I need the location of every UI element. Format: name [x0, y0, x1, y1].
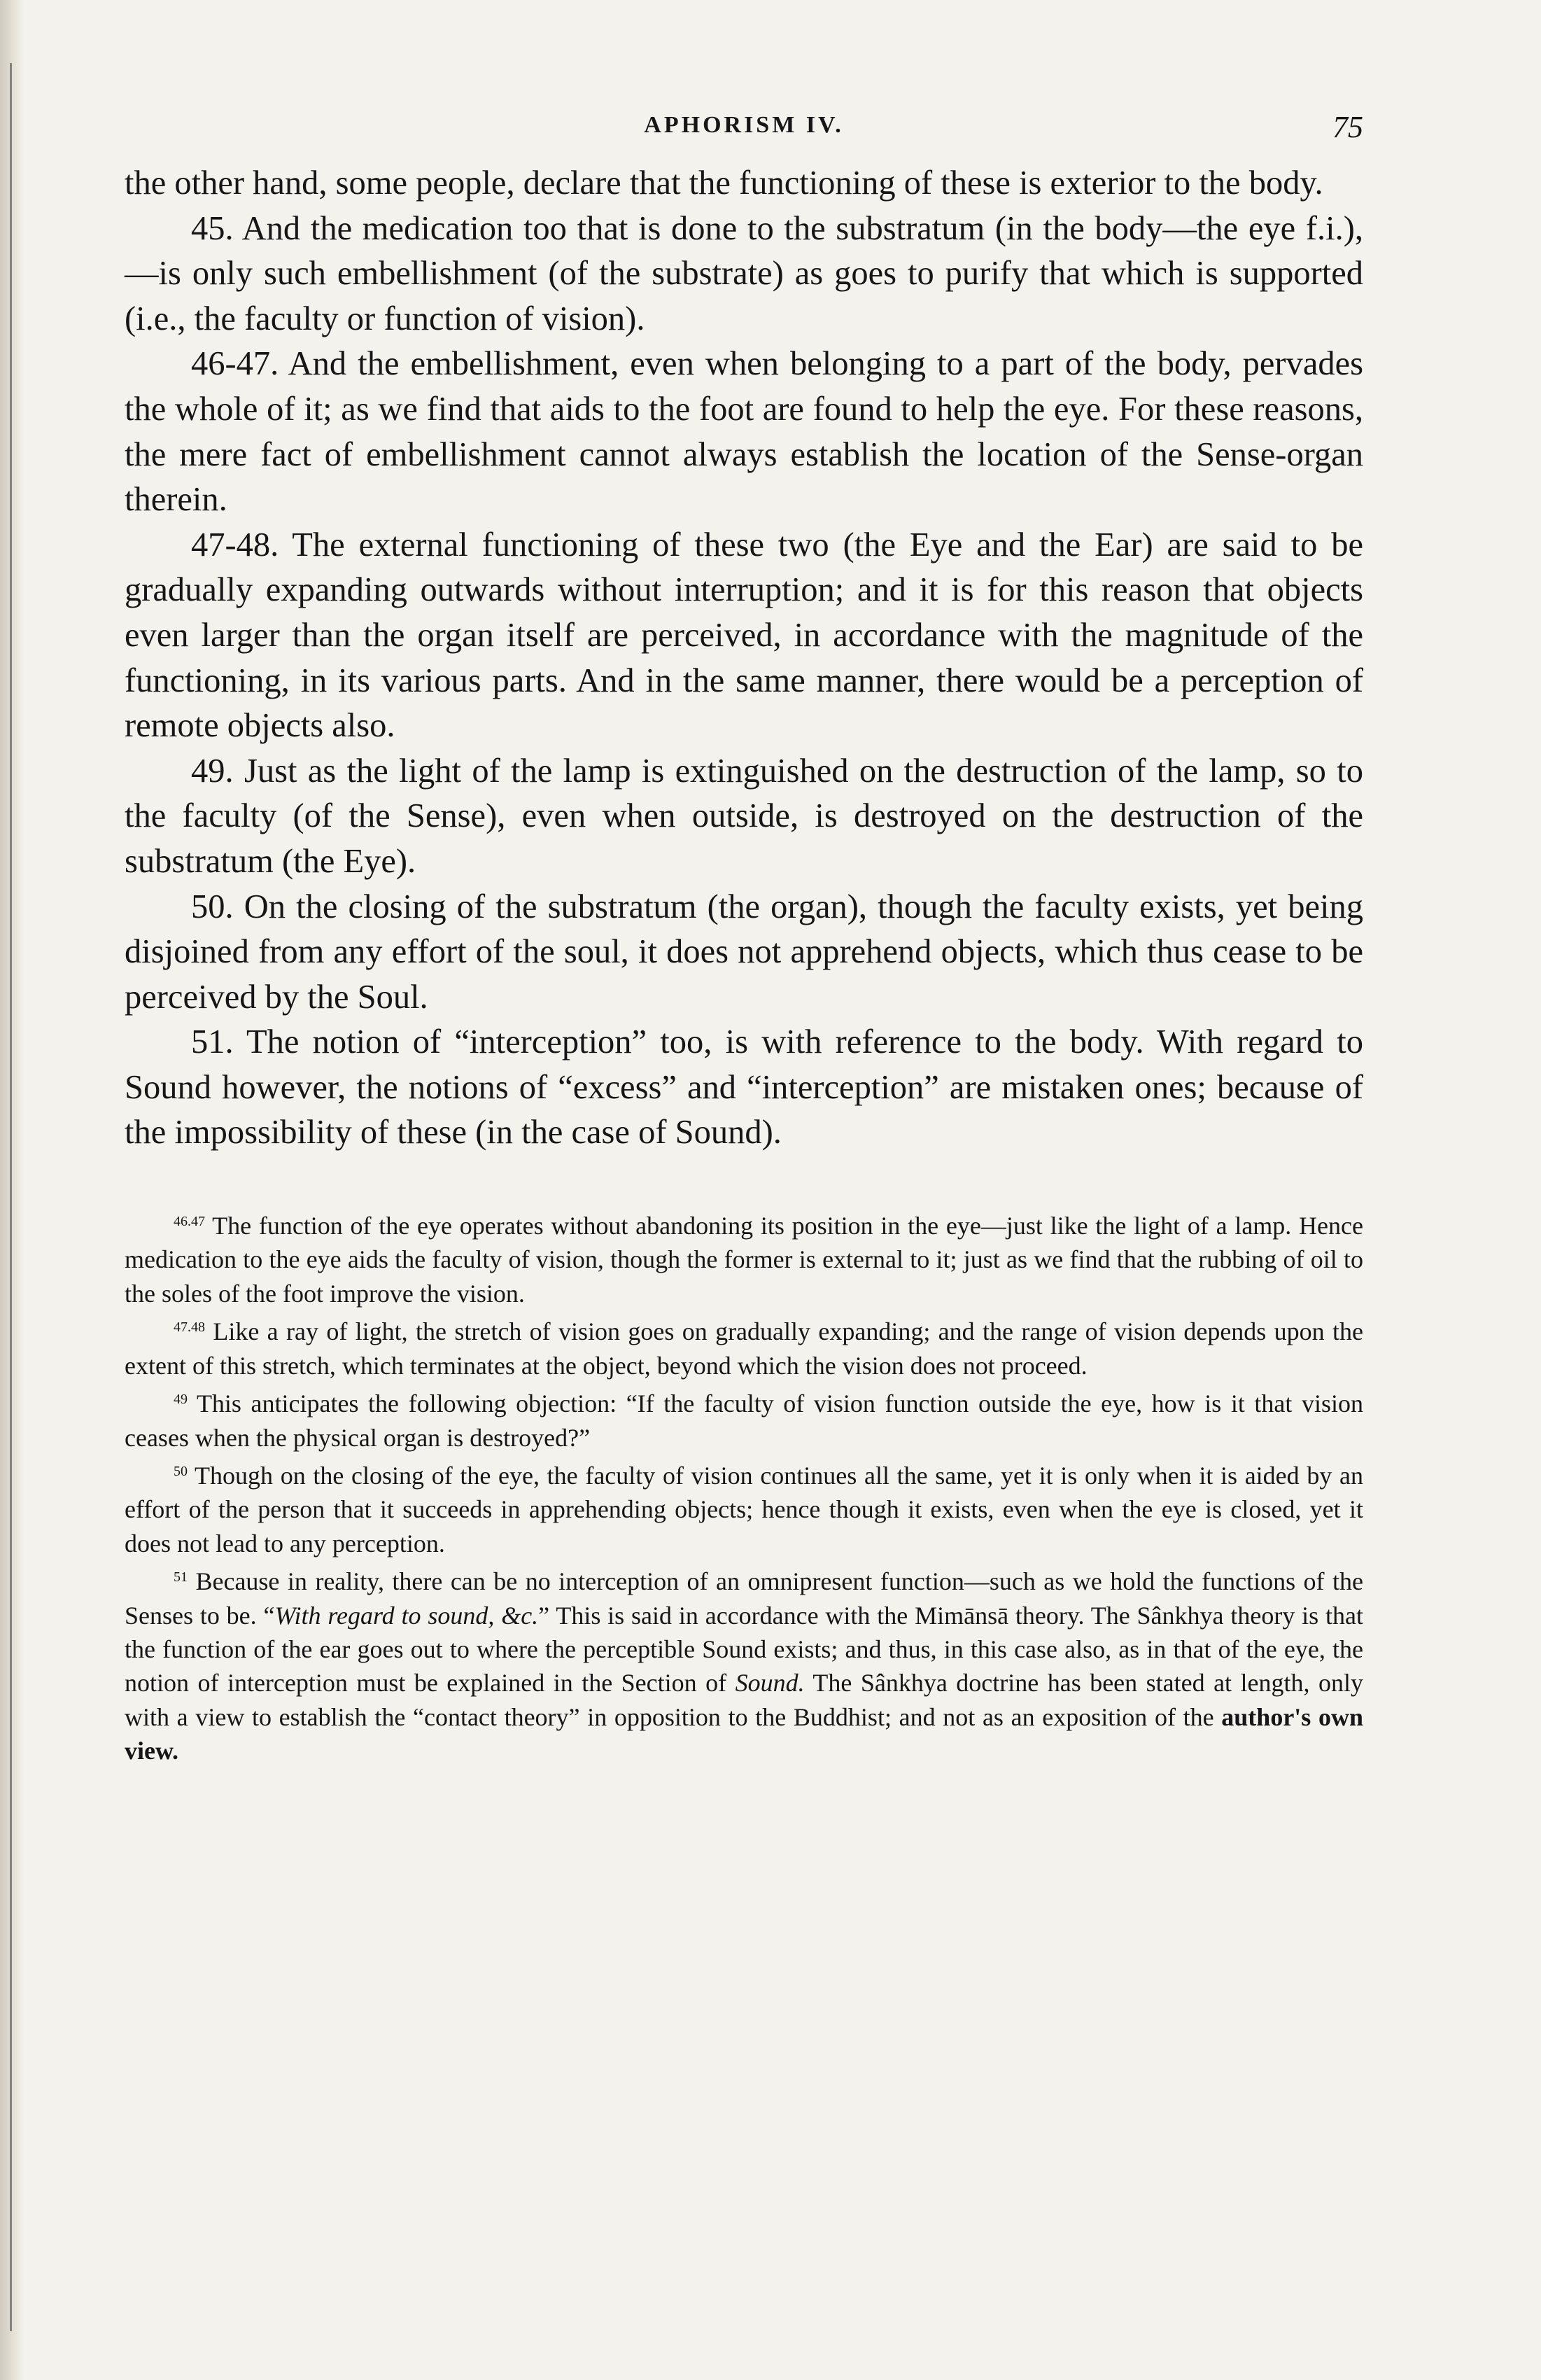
page-number: 75	[1332, 110, 1363, 144]
footnote-text: Because in reality, there can be no interception of an omnipresent function—such as we hold the functions of the Senses to be. “	[125, 1567, 1363, 1630]
footnote-italic: Sound.	[735, 1669, 805, 1698]
footnote-bold: author's own view.	[125, 1702, 1363, 1765]
footnote-50	[125, 1455, 1363, 1560]
footnote-separator	[125, 1156, 1363, 1205]
footnote-51	[125, 1560, 1363, 1768]
paragraph-51: 51. The notion of “interception” too, is with reference to the body. With regard to Sound however, the notions of “excess” and “interception” are mistaken ones; because of the impossibility of these (in the case of Sound).	[125, 1023, 1363, 1152]
paragraph-47-48: 47-48. The external functioning of these two (the Eye and the Ear) are said to be gradually expanding outwards without interruption; and it is for this reason that objects even larger than the organ itself are perceived, in accordance with the magnitude of the functioning, in its various parts. And in the same manner, there would be a perception of remote objects also.	[125, 526, 1363, 745]
scan-edge	[0, 0, 24, 2380]
footnote-marker: 51	[174, 1569, 188, 1586]
footnote-47-48	[125, 1310, 1363, 1382]
footnote-text: Like a ray of light, the stretch of vision goes on gradually expanding; and the range of vision depends upon the extent of this stretch, which terminates at the object, beyond which the vision does not proceed.	[125, 1317, 1364, 1380]
footnote-italic: With regard to sound, &c.	[274, 1601, 539, 1630]
footnote-marker: 49	[174, 1392, 188, 1408]
running-title: APHORISM IV.	[644, 112, 844, 138]
footnote-text: This anticipates the following objection: “If the faculty of vision function outside the eye, how is it that vision ceases when the physical organ is destroyed?”	[125, 1390, 1363, 1452]
footnote-text: ” This is said in accordance with the Mimānsā theory. The Sânkhya theory is that the function of the ear goes out to where the perceptible Sound exists; and thus, in this case also, as in that of the eye, the notion of interception must be explained in the Section of	[125, 1601, 1363, 1698]
footnotes	[125, 1205, 1363, 1768]
main-text	[125, 161, 1363, 1156]
paragraph-49: 49. Just as the light of the lamp is extinguished on the destruction of the lamp, so to the faculty (of the Sense), even when outside, is destroyed on the destruction of the substratum (the Eye).	[125, 752, 1363, 880]
paragraph-continuation: the other hand, some people, declare that the functioning of these is exterior to the body.	[125, 164, 1323, 202]
footnote-46-47	[125, 1205, 1363, 1310]
book-page	[125, 105, 1363, 1768]
running-head	[125, 105, 1363, 161]
paragraph-46-47: 46-47. And the embellishment, even when belonging to a part of the body, pervades the whole of it; as we find that aids to the foot are found to help the eye. For these reasons, the mere fact of embellishment cannot always establish the location of the Sense-organ therein.	[125, 345, 1363, 519]
footnote-text: The function of the eye operates without abandoning its position in the eye—just like the light of a lamp. Hence medication to the eye aids the faculty of vision, though the former is external to it; just as we find that the rubbing of oil to the soles of the foot improve the vision.	[125, 1212, 1363, 1308]
footnote-49	[125, 1382, 1363, 1455]
footnote-marker: 50	[174, 1463, 188, 1479]
footnote-text: The Sânkhya doctrine has been stated at length, only with a view to establish the “contact theory” in opposition to the Buddhist; and not as an exposition of the	[125, 1669, 1363, 1731]
paragraph-50: 50. On the closing of the substratum (the organ), though the faculty exists, yet being disjoined from any effort of the soul, it does not apprehend objects, which thus cease to be perceived by the Soul.	[125, 888, 1363, 1016]
paragraph-45: 45. And the medication too that is done to the substratum (in the body—the eye f.i.),—is only such embellishment (of the substrate) as goes to purify that which is supported (i.e., the faculty or function of vision).	[125, 209, 1363, 337]
scan-binding-line	[10, 63, 12, 2331]
footnote-marker: 47.48	[174, 1320, 205, 1336]
footnote-marker: 46.47	[174, 1214, 205, 1230]
footnote-text: Though on the closing of the eye, the faculty of vision continues all the same, yet it is only when it is aided by an effort of the person that it succeeds in apprehending objects; hence though it exists, even when the eye is closed, yet it does not lead to any perception.	[125, 1461, 1363, 1558]
